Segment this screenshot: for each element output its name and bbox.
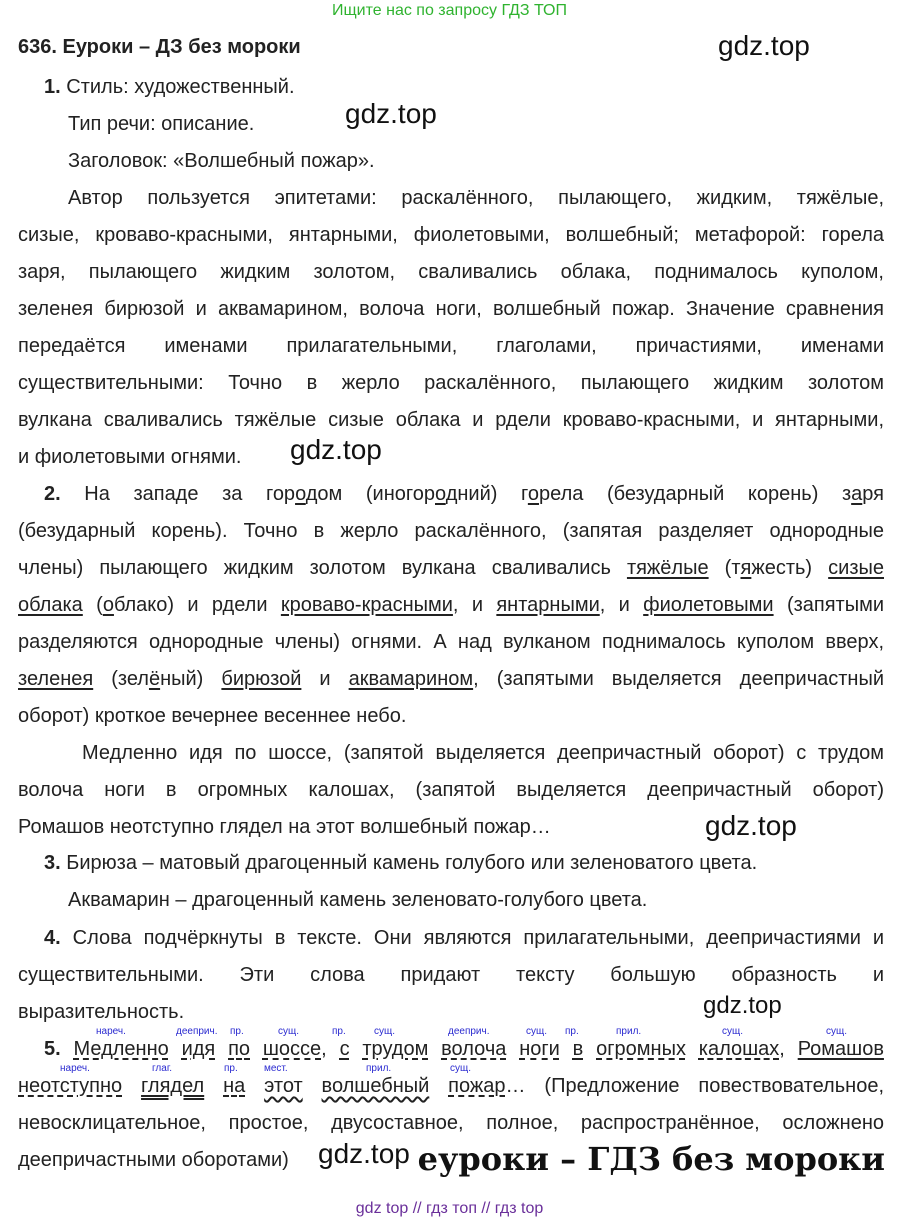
grammar-annotation: сущ. <box>526 1026 548 1037</box>
paragraph-line: сизые, кроваво-красными, янтарными, фиолетовыми, волшебный; метафорой: горела <box>18 224 884 246</box>
page-title: 636. Еуроки – ДЗ без мороки <box>18 36 301 58</box>
section-1-style <box>44 75 295 99</box>
grammar-annotation: сущ. <box>826 1026 848 1037</box>
text-fragment: ря <box>862 483 885 505</box>
text-fragment: блако) и рдели <box>113 594 268 616</box>
parsed-word: ноги <box>519 1038 560 1060</box>
punctuation: … <box>505 1075 526 1097</box>
speech-type: Тип речи: описание. <box>68 113 255 135</box>
underlined-word: бирюзой <box>221 668 302 690</box>
grammar-annotation: прил. <box>366 1063 392 1074</box>
watermark: gdz.top <box>703 992 782 1019</box>
grammar-annotation: дееприч. <box>176 1026 218 1037</box>
parsed-word: с <box>339 1038 350 1060</box>
section-2-line: Медленно идя по шоссе, (запятой выделяется деепричастный оборот) с трудом <box>82 742 884 764</box>
text-fragment: На западе за гор <box>84 483 296 505</box>
text-fragment: и <box>319 668 331 690</box>
parsed-word: огромных <box>596 1038 686 1060</box>
paragraph-line: вулкана сваливались тяжёлые сизые облака и рдели кроваво-красными, и янтарными, <box>18 409 884 431</box>
paragraph-line: зеленея бирюзой и аквамарином, волоча ноги, волшебный пожар. Значение сравнения <box>18 298 884 320</box>
text-fragment: , и <box>599 594 630 616</box>
section-2-line: Ромашов неотступно глядел на этот волшебный пожар… <box>18 816 551 838</box>
heading-text: Заголовок: «Волшебный пожар». <box>68 150 375 172</box>
section-2-line <box>44 482 884 506</box>
section-2-line: (безударный корень). Точно в жерло раскалённого, (запятая разделяет однородные <box>18 520 884 542</box>
style-text: Стиль: художественный. <box>66 76 295 98</box>
underlined-word: сизые <box>828 557 884 579</box>
text-fragment: рела (безударный корень) з <box>538 483 852 505</box>
parsed-word: волоча <box>441 1038 507 1060</box>
section-2-number: 2. <box>44 483 61 505</box>
text-fragment: (запятыми <box>786 594 885 616</box>
section-5-line <box>18 1074 884 1098</box>
grammar-annotation: нареч. <box>60 1063 90 1074</box>
text-fragment: жесть) <box>751 557 813 579</box>
section-5-number: 5. <box>44 1038 61 1060</box>
watermark: gdz.top <box>318 1138 410 1169</box>
punctuation: , <box>321 1038 327 1060</box>
section-2-line: оборот) кроткое вечернее весеннее небо. <box>18 705 407 727</box>
watermark: gdz.top <box>290 434 382 465</box>
parsed-word-subject: Ромашов <box>797 1038 884 1060</box>
text-fragment: ный) <box>160 668 204 690</box>
grammar-annotation: сущ. <box>450 1063 472 1074</box>
underlined-word: фиолетовыми <box>643 594 774 616</box>
definition-text: Бирюза – матовый драгоценный камень голубого или зеленоватого цвета. <box>66 852 758 874</box>
text-fragment: ( <box>96 594 103 616</box>
grammar-annotation: сущ. <box>722 1026 744 1037</box>
grammar-annotation: дееприч. <box>448 1026 490 1037</box>
underlined-word: зеленея <box>18 668 94 690</box>
footer-links[interactable]: gdz top // гдз топ // гдз top <box>355 1200 544 1217</box>
parsed-word: этот <box>264 1075 303 1097</box>
parsed-word: Медленно <box>73 1038 169 1060</box>
text-fragment: , и <box>452 594 483 616</box>
grammar-annotation: пр. <box>230 1026 244 1037</box>
parsed-word: калошах <box>698 1038 780 1060</box>
parsed-word: на <box>223 1075 246 1097</box>
watermark: gdz.top <box>705 810 797 841</box>
text-fragment: , (запятыми выделяется деепричастный <box>473 668 884 690</box>
section-3-number: 3. <box>44 852 61 874</box>
paragraph-line: заря, пылающего жидким золотом, сваливались облака, поднималось куполом, <box>18 261 884 283</box>
grammar-annotation: нареч. <box>96 1026 126 1037</box>
parsed-word: шоссе <box>262 1038 322 1060</box>
paragraph-line: Автор пользуется эпитетами: раскалённого, пылающего, жидким, тяжёлые, <box>68 187 884 209</box>
section-4-line: существительными. Эти слова придают тексту большую образность и <box>18 964 884 986</box>
vowel-mark: ё <box>148 668 161 690</box>
paragraph-line: и фиолетовыми огнями. <box>18 446 242 468</box>
section-2-line <box>18 556 884 580</box>
underlined-word: облака <box>18 594 83 616</box>
section-4-line <box>44 926 884 950</box>
parsed-word: идя <box>181 1038 216 1060</box>
grammar-annotation: мест. <box>264 1063 288 1074</box>
grammar-annotation: сущ. <box>278 1026 300 1037</box>
section-4-line: выразительность. <box>18 1001 185 1023</box>
vowel-mark: а <box>851 483 863 505</box>
grammar-annotation: глаг. <box>152 1063 173 1074</box>
vowel-mark: я <box>740 557 752 579</box>
vowel-mark: о <box>435 483 446 505</box>
section-3-line <box>44 851 757 875</box>
text-fragment: (зел <box>111 668 149 690</box>
underlined-word: янтарными <box>496 594 600 616</box>
paragraph-line: существительными: Точно в жерло раскалённого, пылающего жидким золотом <box>18 372 884 394</box>
text-fragment: дний) г <box>445 483 528 505</box>
section-4-number: 4. <box>44 927 61 949</box>
parsed-word: в <box>572 1038 584 1060</box>
vowel-mark: о <box>102 594 114 616</box>
parsed-word: трудом <box>362 1038 429 1060</box>
text-fragment: Слова подчёркнуты в тексте. Они являются прилагательными, деепричастиями и <box>72 927 885 949</box>
grammar-annotation: пр. <box>224 1063 238 1074</box>
punctuation: , <box>779 1038 785 1060</box>
parsed-word: волшебный <box>321 1075 430 1097</box>
parsed-word: по <box>228 1038 251 1060</box>
text-fragment: члены) пылающего жидким золотом вулкана сваливались <box>18 557 611 579</box>
parsed-word: неотступно <box>18 1075 123 1097</box>
section-2-line <box>18 667 884 691</box>
underlined-word: тяжёлые <box>626 557 709 579</box>
section-3-line: Аквамарин – драгоценный камень зеленовато-голубого цвета. <box>68 889 648 911</box>
section-5-line <box>44 1037 884 1061</box>
grammar-annotation: пр. <box>332 1026 346 1037</box>
vowel-mark: о <box>295 483 306 505</box>
grammar-annotation: сущ. <box>374 1026 396 1037</box>
grammar-annotation: пр. <box>565 1026 579 1037</box>
vowel-mark: о <box>527 483 539 505</box>
section-2-line <box>18 593 884 617</box>
grammar-annotation: прил. <box>616 1026 642 1037</box>
text-fragment: (Предложение повествовательное, <box>544 1075 884 1097</box>
watermark: gdz.top <box>718 30 810 61</box>
watermark: gdz.top <box>345 98 437 129</box>
text-fragment: (т <box>724 557 741 579</box>
top-search-link[interactable]: Ищите нас по запросу ГДЗ ТОП <box>332 2 567 19</box>
section-5-line: деепричастными оборотами) <box>18 1149 289 1171</box>
paragraph-line: передаётся именами прилагательными, глаголами, причастиями, именами <box>18 335 884 357</box>
parsed-word: пожар <box>448 1075 506 1097</box>
underlined-word: кроваво-красными <box>280 594 453 616</box>
section-1-number: 1. <box>44 76 61 98</box>
text-fragment: дом (иногор <box>305 483 435 505</box>
underlined-word: аквамарином <box>348 668 474 690</box>
section-2-line: волоча ноги в огромных калошах, (запятой выделяется деепричастный оборот) <box>18 779 884 801</box>
footer-brand: еуроки – ГДЗ без мороки <box>417 1140 885 1178</box>
section-2-line: разделяются однородные члены) огнями. А над вулканом поднималось куполом вверх, <box>18 631 884 653</box>
parsed-word-predicate: глядел <box>141 1075 205 1097</box>
section-5-line: невосклицательное, простое, двусоставное, полное, распространённое, осложнено <box>18 1112 884 1134</box>
